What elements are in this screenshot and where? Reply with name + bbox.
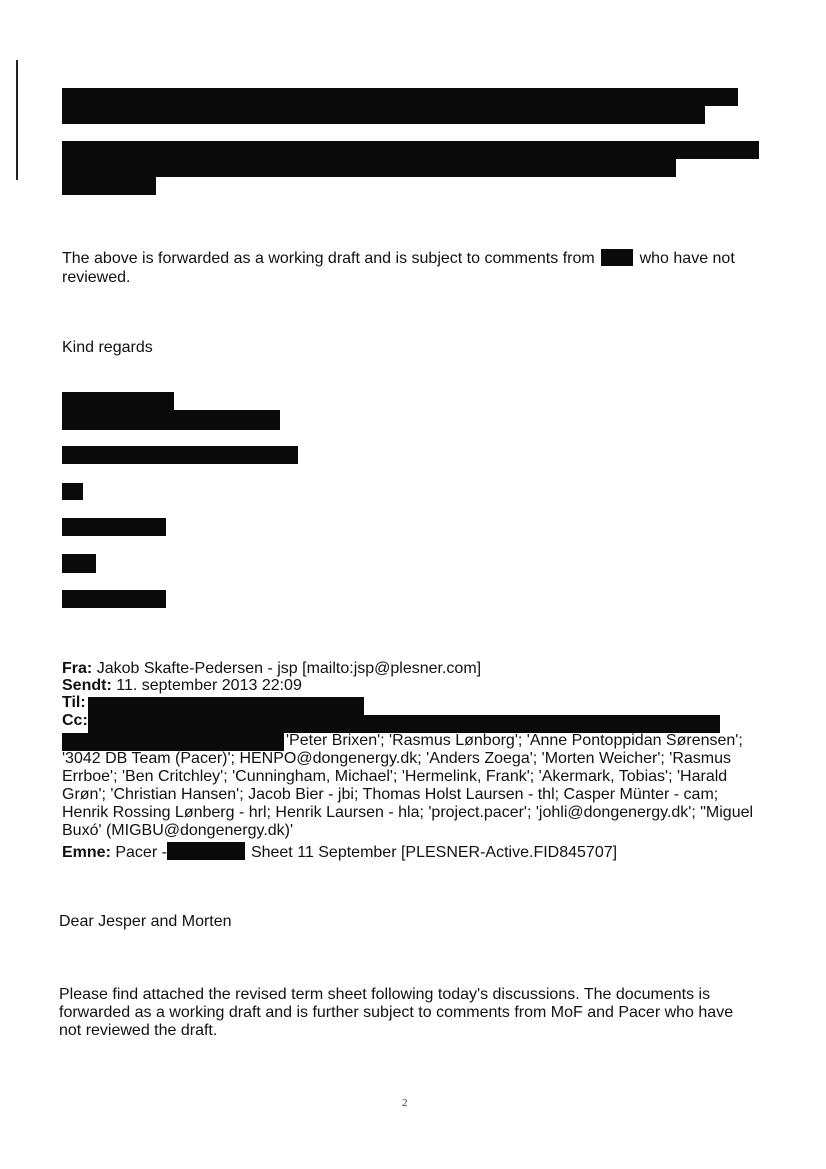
cc-label: Cc:	[62, 712, 88, 729]
cc-redaction-1	[88, 715, 720, 733]
draft-note-text: The above is forwarded as a working draft and is subject to comments from	[62, 250, 595, 267]
sent-value: 11. september 2013 22:09	[116, 677, 302, 694]
from-label: Fra:	[62, 660, 93, 677]
from-value: Jakob Skafte-Pedersen - jsp [mailto:jsp@plesner.com]	[96, 660, 482, 677]
to-label: Til:	[62, 694, 86, 711]
header-subject	[62, 842, 617, 861]
cc-line: 'Peter Brixen'; 'Rasmus Lønborg'; 'Anne Pontoppidan Sørensen';	[286, 732, 743, 749]
subject-before: Pacer -	[115, 844, 167, 861]
body-line: forwarded as a working draft and is further subject to comments from MoF and Pacer who have	[59, 1004, 734, 1021]
header-to	[62, 694, 86, 711]
subject-after: Sheet 11 September [PLESNER-Active.FID845707]	[250, 844, 618, 861]
cc-line: Grøn'; 'Christian Hansen'; Jacob Bier - jbi; Thomas Holst Laursen - thl; Casper Münter - cam;	[62, 786, 719, 803]
header-cc	[62, 712, 88, 729]
closing: Kind regards	[62, 339, 153, 356]
page-number: 2	[402, 1097, 408, 1109]
draft-note-text-after: who have not	[639, 250, 735, 267]
cc-redaction-2	[62, 733, 284, 751]
header-from	[62, 660, 481, 677]
header-sent	[62, 677, 302, 694]
cc-line: Henrik Rossing Lønberg - hrl; Henrik Laursen - hla; 'project.pacer'; 'johli@dongenergy.dk'; "Miguel	[62, 804, 754, 821]
greeting: Dear Jesper and Morten	[59, 913, 232, 930]
subject-label: Emne:	[62, 844, 111, 861]
sent-label: Sendt:	[62, 677, 112, 694]
scan-margin-mark	[16, 60, 18, 180]
body-line: Please find attached the revised term sheet following today's discussions. The documents is	[59, 986, 711, 1003]
redaction-inline	[601, 249, 633, 266]
to-redaction	[88, 697, 364, 717]
cc-line: Buxó' (MIGBU@dongenergy.dk)'	[62, 822, 294, 839]
draft-note	[62, 249, 762, 287]
cc-line: '3042 DB Team (Pacer)'; HENPO@dongenergy.dk; 'Anders Zoega'; 'Morten Weicher'; 'Rasmus	[62, 750, 732, 767]
draft-note-line2: reviewed.	[62, 269, 131, 286]
cc-line: Errboe'; 'Ben Critchley'; 'Cunningham, Michael'; 'Hermelink, Frank'; 'Akermark, Tobias'; 'Harald	[62, 768, 728, 785]
subject-redaction	[167, 842, 245, 860]
body-line: not reviewed the draft.	[59, 1022, 218, 1039]
